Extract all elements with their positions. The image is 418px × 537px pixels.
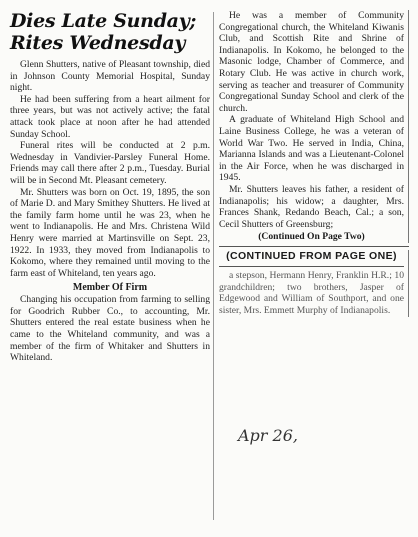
continued-box (219, 250, 409, 316)
right-column (219, 10, 409, 317)
handwritten-date-note: Apr 26, (238, 426, 298, 445)
continued-from-label: (CONTINUED FROM PAGE ONE) (226, 250, 397, 263)
paragraph-memberships: He was a member of Community Congregational church, the Whiteland Kiwanis Club, and Scottish Rite and Shrine of Indianapolis. In Kokomo, he belonged to the Masonic lodge, Chamber of Commerce, and Rotary Club. He was active in church work, serving as teacher and treasurer of Community Congregational Sunday School and clerk of the church. (219, 10, 404, 114)
paragraph-survivors: Mr. Shutters leaves his father, a resident of Indianapolis; his widow; a daughter, Mrs. Frances Shank, Redando Beach, Cal.; a son, Cecil Shutters of Greensburg; (219, 183, 404, 230)
horizontal-rule-inner (219, 266, 404, 267)
continued-on-label: (Continued On Page Two) (258, 231, 365, 243)
paragraph-death-notice: Glenn Shutters, native of Pleasant township, died in Johnson County Memorial Hospital, Sunday night. (10, 59, 210, 94)
paragraph-funeral: Funeral rites will be conducted at 2 p.m. Wednesday in Vandivier-Parsley Funeral Home. Friends may call there after 2 p.m., Tuesday. Burial will be in Second Mt. Pleasant cemetery. (10, 140, 210, 186)
paragraph-biography: Mr. Shutters was born on Oct. 19, 1895, the son of Marie D. and Mary Smithey Shutters. He lived at the family farm home until he was 23, when he went to Indianapolis. He and Mrs. Christena Wild Henry were married at Martinsville on Sept. 23, 1922. In 1933, they moved from Indianapolis to Kokomo, where they remained until moving to the farm east of Whiteland, ten years ago. (10, 186, 210, 279)
right-column-box (219, 10, 409, 243)
subhead-member-of-firm: Member Of Firm (72, 282, 148, 294)
headline-line-1: Dies Late Sunday; (10, 10, 197, 32)
paragraph-education-military: A graduate of Whiteland High School and Laine Business College, he was a veteran of World War Two. He served in India, China, Marianna Islands and was a Lieutenant-Colonel in the Air Force, when he was discharged in 1945. (219, 114, 404, 184)
paragraph-illness: He had been suffering from a heart ailment for three years, but was not actively active; the fatal attack took place at noon after he had attended Sunday School. (10, 93, 210, 140)
horizontal-rule (219, 246, 409, 247)
left-column (10, 10, 210, 364)
paragraph-occupation: Changing his occupation from farming to selling for Goodrich Rubber Co., to accounting, Mr. Shutters entered the real estate business when he came to the Whiteland community, and was a member of the firm of Whitaker and Shutters in Whiteland. (10, 294, 210, 364)
column-divider (213, 12, 214, 520)
headline-line-2: Rites Wednesday (10, 32, 186, 54)
paragraph-continued: a stepson, Hermann Henry, Franklin H.R.; 10 grandchildren; two brothers, Jasper of Edgewood and William of Southport, and one sister, Mrs. Emmett Murphy of Indianapolis. (219, 270, 404, 317)
